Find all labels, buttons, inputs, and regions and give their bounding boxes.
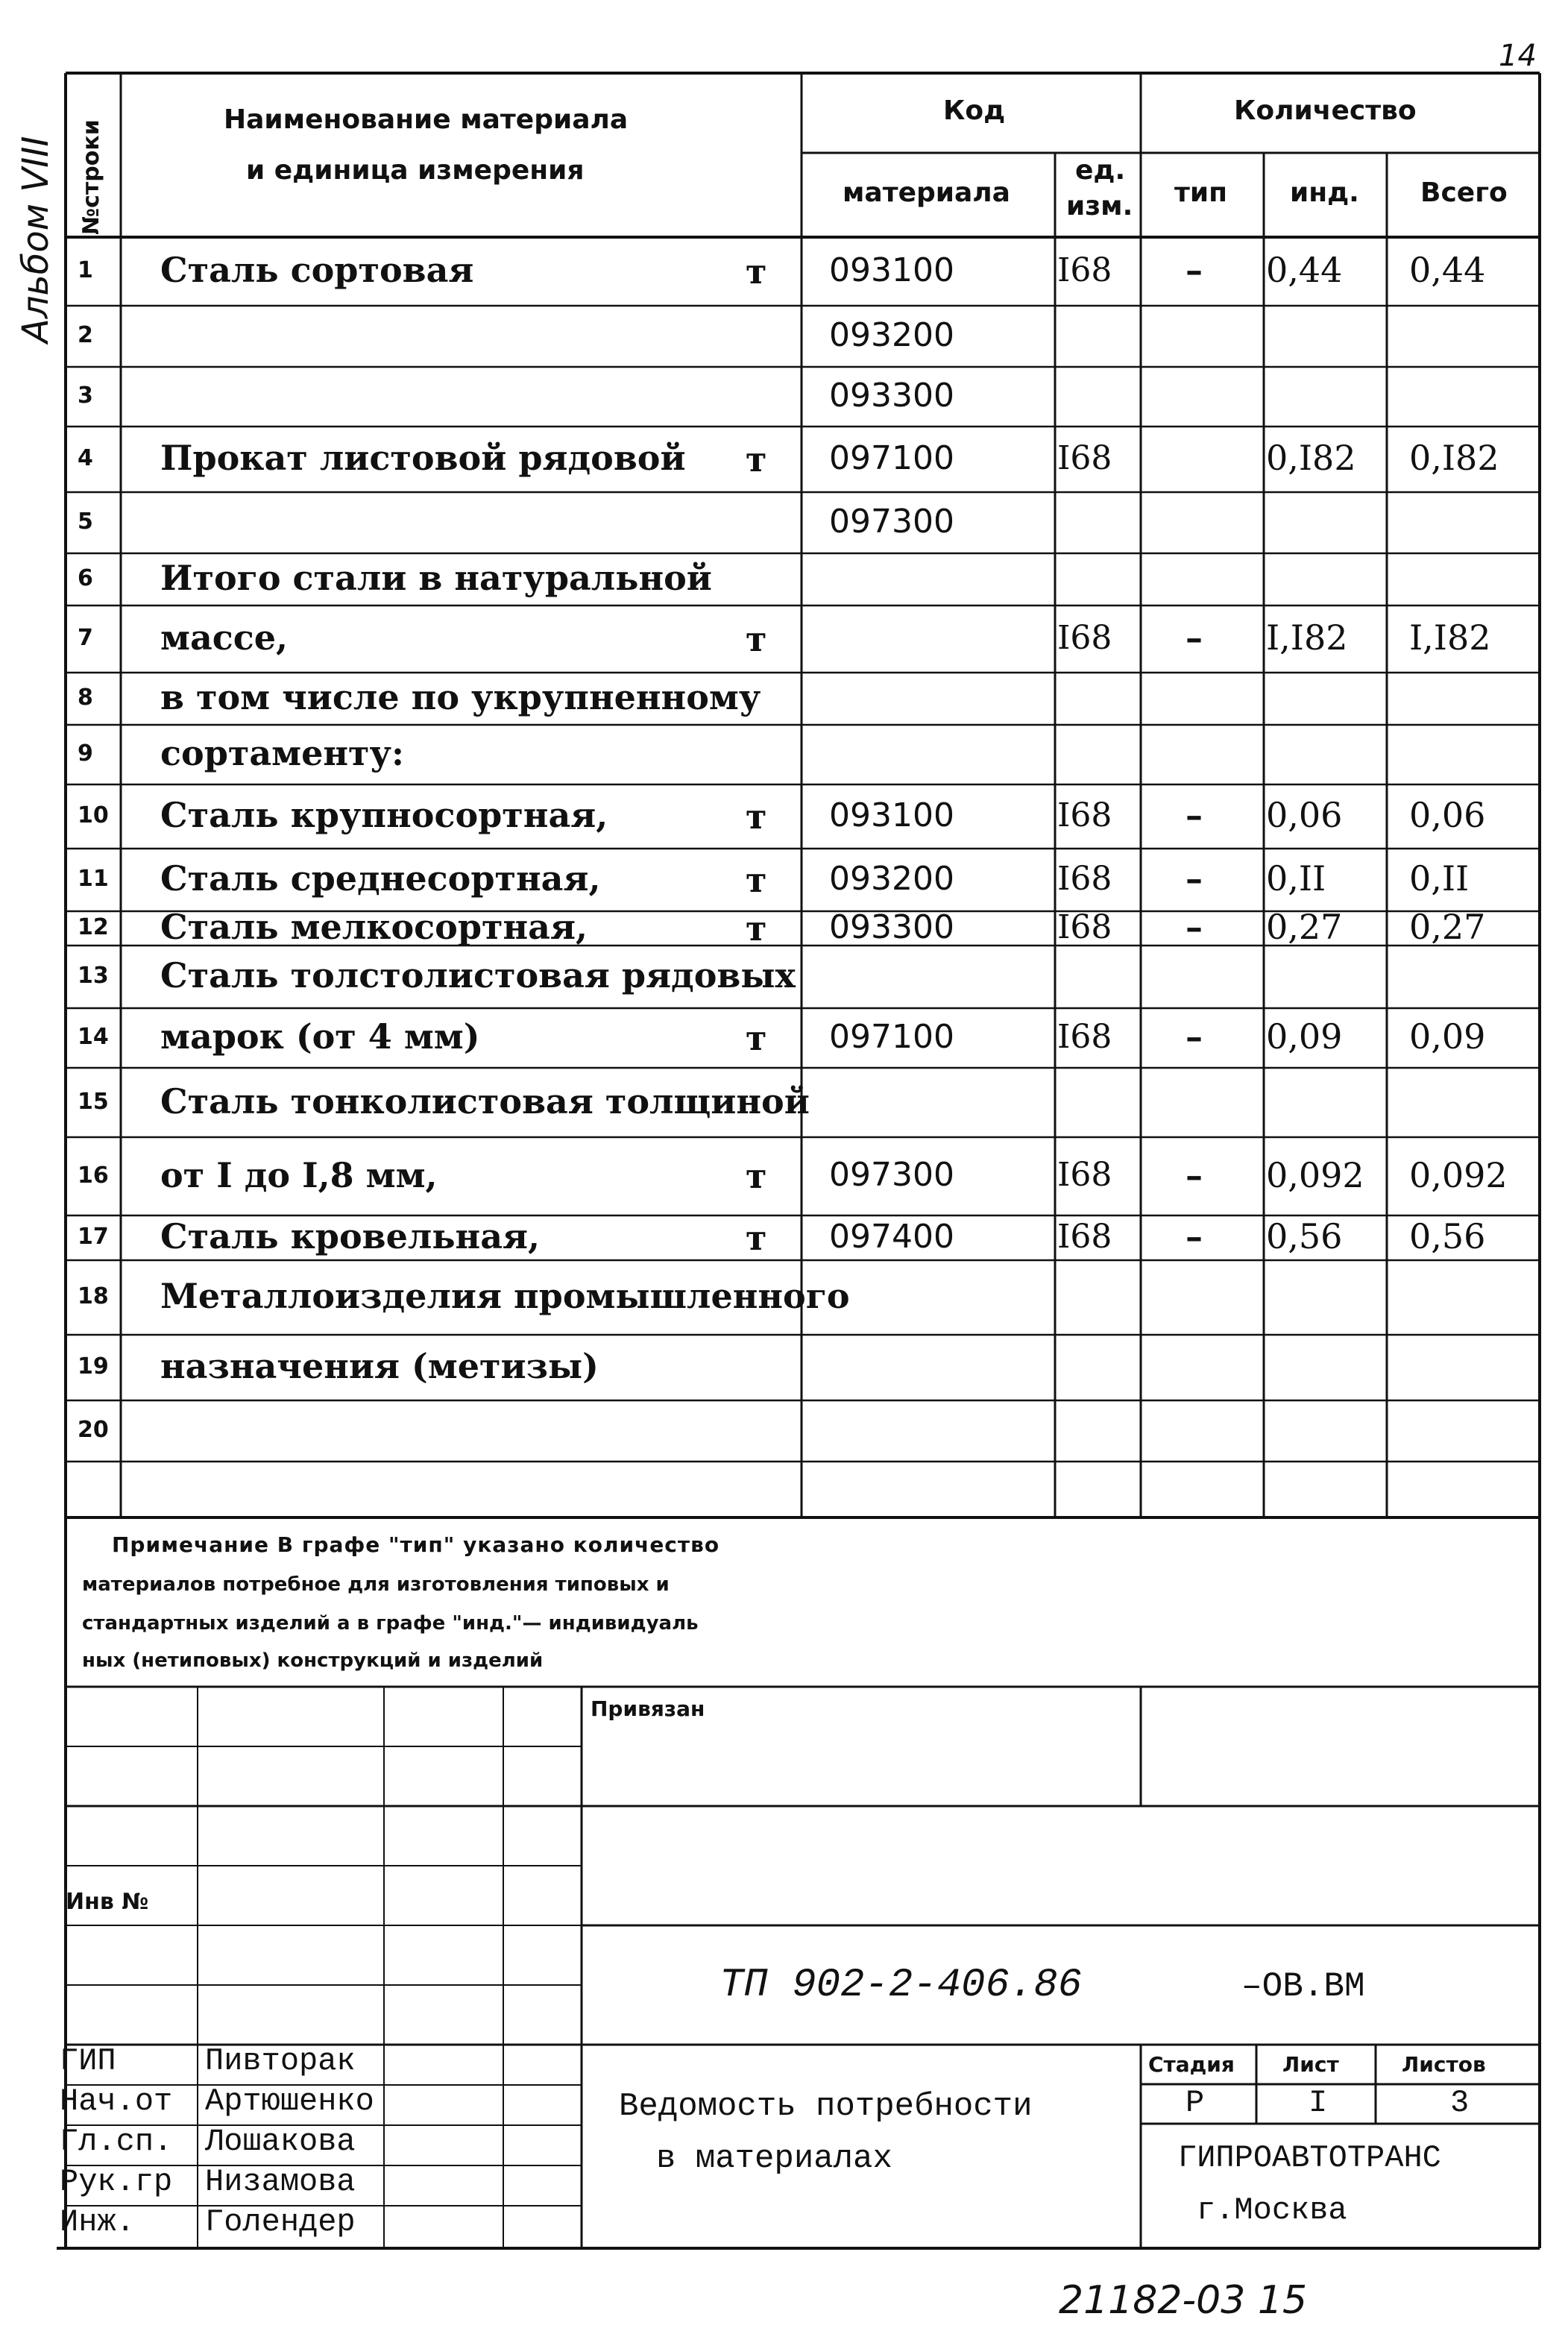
signer-role: Инж. [60,2204,135,2240]
qty-total-cell: I,I82 [1409,617,1491,658]
stamp-title-line1: Ведомость потребности [619,2088,1033,2125]
material-code-cell: 097400 [829,1217,954,1256]
header-qty-ind: инд. [1290,177,1359,208]
row-number-cell: 2 [78,322,93,349]
material-code-cell: 093100 [829,251,954,289]
material-name-cell: Прокат листовой рядовой [160,438,686,479]
qty-ind-cell: 0,I82 [1266,438,1356,479]
stamp-sheets: 3 [1450,2085,1470,2121]
row-number-cell: 1 [78,257,93,284]
signer-name: Пивторак [205,2043,356,2079]
material-name-cell: Сталь кровельная, [160,1216,541,1257]
qty-total-cell: 0,I82 [1409,438,1499,479]
signer-name: Низамова [205,2164,356,2200]
stamp-doc-code: ТП 902-2-406.86 [720,1963,1083,2008]
material-name-cell: массе, [160,617,289,658]
material-code-cell: 093200 [829,315,954,354]
qty-type-cell: – [1186,1216,1203,1257]
qty-ind-cell: 0,56 [1266,1216,1343,1257]
album-margin-note: Альбом VIII [15,136,57,343]
qty-type-cell: – [1186,617,1203,658]
qty-total-cell: 0,27 [1409,907,1486,948]
row-number-cell: 6 [78,565,93,592]
material-code-cell: 093300 [829,908,954,946]
qty-ind-cell: 0,09 [1266,1016,1343,1057]
stamp-inv-no: Инв № [66,1889,149,1915]
qty-ind-cell: 0,II [1266,858,1326,899]
qty-ind-cell: 0,27 [1266,907,1343,948]
row-number-cell: 3 [78,383,93,409]
material-name-cell: сортаменту: [160,733,404,774]
header-name-line1: Наименование материала [224,104,629,135]
signer-role: Рук.гр [60,2164,173,2200]
stamp-sheet-label: Лист [1282,2052,1339,2077]
unit-cell: т [746,618,767,659]
row-number-cell: 16 [78,1162,109,1189]
qty-ind-cell: 0,44 [1266,250,1343,291]
row-number-cell: 7 [78,625,93,652]
stamp-stage-label: Стадия [1148,2052,1235,2077]
material-name-cell: назначения (метизы) [160,1346,599,1387]
material-code-cell: 093200 [829,859,954,898]
qty-type-cell: – [1186,1016,1203,1057]
row-number-cell: 15 [78,1088,109,1115]
header-qty-type: тип [1174,177,1227,208]
row-number-cell: 17 [78,1224,109,1251]
qty-total-cell: 0,06 [1409,795,1486,836]
unit-cell: т [746,438,767,479]
signer-role: Гл.сп. [60,2124,173,2160]
unit-code-cell: I68 [1057,1017,1112,1056]
qty-type-cell: – [1186,795,1203,836]
header-code-unit2: изм. [1066,191,1133,221]
qty-type-cell: – [1186,250,1203,291]
qty-total-cell: 0,09 [1409,1016,1486,1057]
note-line1: Примечание В графе "тип" указано количество [112,1532,720,1557]
material-code-cell: 097300 [829,502,954,541]
stamp-doc-suffix: –ОВ.ВМ [1241,1967,1365,2006]
row-number-cell: 11 [78,866,109,893]
header-code: Код [943,95,1006,126]
qty-total-cell: 0,56 [1409,1216,1486,1257]
unit-code-cell: I68 [1057,1156,1112,1195]
material-name-cell: Сталь тонколистовая толщиной [160,1081,810,1122]
stamp-stage: Р [1186,2085,1205,2121]
material-name-cell: Сталь толстолистовая рядовых [160,955,796,996]
row-number-cell: 20 [78,1417,109,1444]
row-number-cell: 18 [78,1283,109,1310]
stamp-city: г.Москва [1197,2192,1347,2228]
unit-cell: т [746,1217,767,1258]
header-code-unit: ед. [1075,155,1126,186]
signer-role: Нач.от [60,2083,173,2119]
row-number-cell: 19 [78,1353,109,1380]
signer-name: Артюшенко [205,2083,374,2119]
stamp-title-line2: в материалах [656,2140,892,2177]
material-name-cell: Сталь крупносортная, [160,795,608,836]
material-name-cell: марок (от 4 мм) [160,1016,480,1057]
qty-ind-cell: 0,092 [1266,1154,1364,1195]
unit-code-cell: I68 [1057,618,1112,657]
qty-type-cell: – [1186,1154,1203,1195]
row-number-cell: 9 [78,740,93,767]
header-quantity: Количество [1234,95,1417,126]
header-qty-total: Всего [1420,177,1508,208]
unit-code-cell: I68 [1057,908,1112,946]
unit-code-cell: I68 [1057,251,1112,289]
material-code-cell: 097300 [829,1156,954,1195]
unit-cell: т [746,251,767,292]
material-code-cell: 093100 [829,796,954,834]
qty-total-cell: 0,II [1409,858,1470,899]
unit-code-cell: I68 [1057,438,1112,477]
note-line2: материалов потребное для изготовления типовых и [82,1573,670,1596]
material-name-cell: в том числе по укрупненному [160,677,761,718]
unit-code-cell: I68 [1057,796,1112,834]
note-line3: стандартных изделий а в графе "инд."— индивидуаль [82,1612,699,1635]
note-line4: ных (нетиповых) конструкций и изделий [82,1649,544,1672]
footer-handwritten-number: 21182-03 15 [1059,2278,1308,2323]
qty-ind-cell: 0,06 [1266,795,1343,836]
material-name-cell: от I до I,8 мм, [160,1154,438,1195]
material-code-cell: 097100 [829,438,954,477]
row-number-cell: 4 [78,445,93,472]
row-number-cell: 5 [78,509,93,535]
stamp-sheets-label: Листов [1402,2052,1486,2077]
row-number-cell: 13 [78,963,109,990]
qty-ind-cell: I,I82 [1266,617,1348,658]
signer-role: ГИП [60,2043,116,2079]
header-code-material: материала [843,177,1010,208]
row-number-cell: 14 [78,1024,109,1051]
material-name-cell: Итого стали в натуральной [160,558,712,599]
unit-cell: т [746,859,767,900]
qty-total-cell: 0,092 [1409,1154,1508,1195]
unit-cell: т [746,1017,767,1058]
material-name-cell: Металлоизделия промышленного [160,1276,850,1317]
row-number-cell: 10 [78,802,109,829]
unit-code-cell: I68 [1057,1217,1112,1256]
qty-type-cell: – [1186,858,1203,899]
unit-cell: т [746,796,767,837]
stamp-sheet: I [1309,2085,1328,2121]
material-name-cell: Сталь среднесортная, [160,858,601,899]
signer-name: Лошакова [205,2124,356,2160]
stamp-privyazan: Привязан [591,1696,705,1721]
unit-cell: т [746,908,767,949]
header-row-number: №строки [78,119,104,235]
row-number-cell: 12 [78,914,109,941]
signer-name: Голендер [205,2204,356,2240]
page-number: 14 [1499,39,1537,73]
material-name-cell: Сталь мелкосортная, [160,907,588,948]
unit-code-cell: I68 [1057,859,1112,898]
qty-total-cell: 0,44 [1409,250,1486,291]
material-code-cell: 093300 [829,376,954,415]
qty-type-cell: – [1186,907,1203,948]
stamp-org: ГИПРОАВТОТРАНС [1178,2140,1441,2176]
header-name-line2: и единица измерения [246,155,585,186]
material-code-cell: 097100 [829,1017,954,1056]
unit-cell: т [746,1156,767,1197]
row-number-cell: 8 [78,685,93,711]
material-name-cell: Сталь сортовая [160,250,474,291]
